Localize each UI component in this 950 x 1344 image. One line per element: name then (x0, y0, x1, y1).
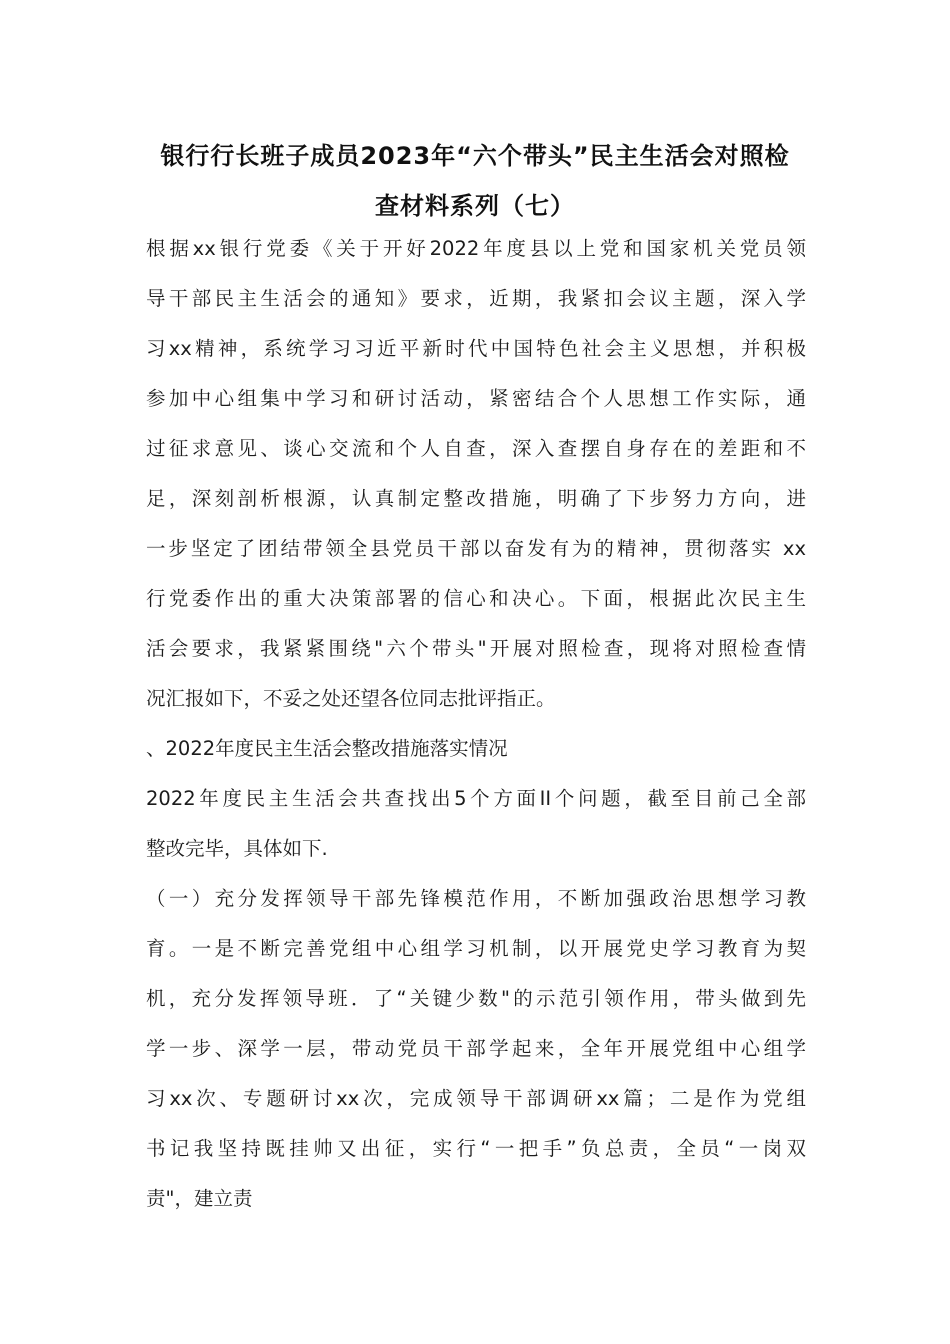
section-heading: 、2022年度民主生活会整改措施落实情况 (146, 737, 508, 760)
body-text-line: 育。一是不断完善党组中心组学习机制，以开展党史学习教育为契 (146, 937, 806, 960)
body-text-line: 过征求意见、谈心交流和个人自查，深入查摆自身存在的差距和不 (146, 437, 806, 460)
body-text-line: 整改完毕，具体如下. (146, 837, 328, 860)
body-text-line: 机，充分发挥领导班．了“关键少数"的示范引领作用，带头做到先 (146, 987, 806, 1010)
body-text-line: 行党委作出的重大决策部署的信心和决心。下面，根据此次民主生 (146, 587, 806, 610)
body-text-line: 责"，建立责 (146, 1187, 253, 1210)
body-text-line: 习xx次、专题研讨xx次，完成领导干部调研xx篇；二是作为党组 (146, 1087, 806, 1110)
body-text-line: 习xx精神，系统学习习近平新时代中国特色社会主义思想，并积极 (146, 337, 806, 360)
body-text-line: 书记我坚持既挂帅又出征，实行“一把手”负总责，全员“一岗双 (146, 1137, 806, 1160)
body-text-line: 2022年度民主生活会共查找出5个方面II个问题，截至目前己全部 (146, 787, 806, 810)
document-title-line-1: 银行行长班子成员2023年“六个带头”民主生活会对照检 (160, 142, 790, 170)
body-text-line: 导干部民主生活会的通知》要求，近期，我紧扣会议主题，深入学 (146, 287, 806, 310)
body-text-line: 参加中心组集中学习和研讨活动，紧密结合个人思想工作实际，通 (146, 387, 806, 410)
body-text-line: （一）充分发挥领导干部先锋模范作用，不断加强政治思想学习教 (146, 887, 806, 910)
body-text-line: 足，深刻剖析根源，认真制定整改措施，明确了下步努力方向，进 (146, 487, 806, 510)
body-text-line: 根据xx银行党委《关于开好2022年度县以上党和国家机关党员领 (146, 237, 806, 260)
document-title-line-2: 查材料系列（七） (375, 192, 575, 220)
body-text-line: 况汇报如下，不妥之处还望各位同志批评指正。 (146, 687, 556, 710)
body-text-line: 活会要求，我紧紧围绕"六个带头"开展对照检查，现将对照检查情 (146, 637, 806, 660)
body-text-line: 学一步、深学一层，带动党员干部学起来，全年开展党组中心组学 (146, 1037, 806, 1060)
body-text-line: 一步坚定了团结带领全县党员干部以奋发有为的精神，贯彻落实 xx (146, 537, 806, 560)
